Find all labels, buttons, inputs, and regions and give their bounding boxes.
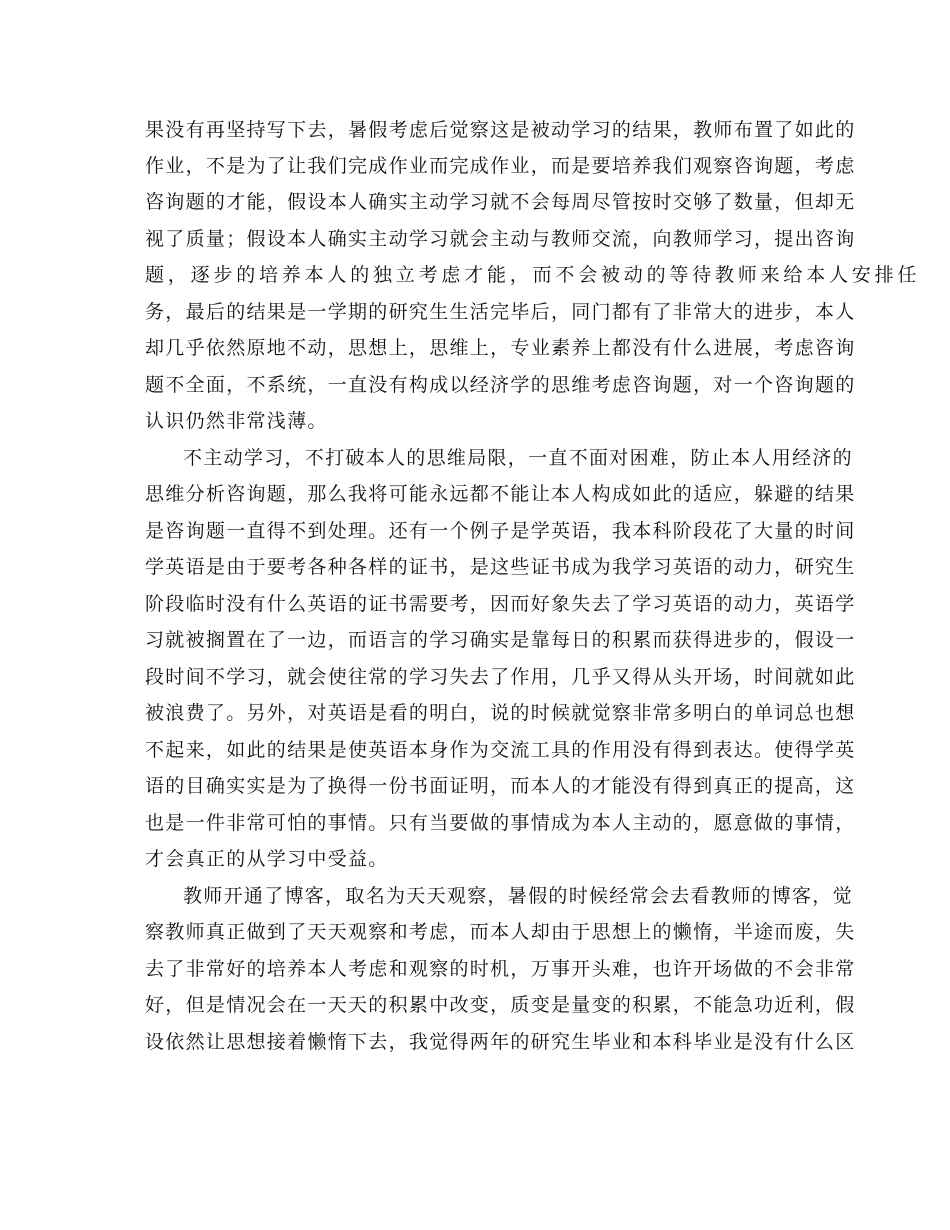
text-line-content: 好，但是情况会在一天天的积累中改变，质变是量变的积累，不能急功近利，假 <box>145 994 856 1016</box>
text-line-content: 察教师真正做到了天天观察和考虑，而本人却由于思想上的懒惰，半途而废，失 <box>145 921 856 943</box>
text-line <box>0 440 950 476</box>
text-line-content: 却几乎依然原地不动，思想上，思维上，专业素养上都没有什么进展，考虑咨询 <box>145 337 856 359</box>
text-line <box>0 914 950 950</box>
text-line-content: 被浪费了。另外，对英语是看的明白，说的时候就觉察非常多明白的单词总也想 <box>145 702 856 724</box>
text-line-content: 务，最后的结果是一学期的研究生生活完毕后，同门都有了非常大的进步，本人 <box>145 301 856 323</box>
text-line <box>0 184 950 220</box>
text-line-content: 是咨询题一直得不到处理。还有一个例子是学英语，我本科阶段花了大量的时间 <box>145 520 856 542</box>
text-line <box>0 257 950 293</box>
text-line <box>0 513 950 549</box>
text-line-content: 果没有再坚持写下去，暑假考虑后觉察这是被动学习的结果，教师布置了如此的 <box>145 119 856 141</box>
text-line-content: 咨询题的才能，假设本人确实主动学习就不会每周尽管按时交够了数量，但却无 <box>145 191 856 213</box>
text-line <box>0 1024 950 1060</box>
text-line-content: 不主动学习，不打破本人的思维局限，一直不面对困难，防止本人用经济的 <box>183 447 853 469</box>
text-line <box>0 367 950 403</box>
text-line <box>0 549 950 585</box>
text-line <box>0 622 950 658</box>
text-line-content: 设依然让思想接着懒惰下去，我觉得两年的研究生毕业和本科毕业是没有什么区 <box>145 1031 856 1053</box>
text-line-content: 作业，不是为了让我们完成作业而完成作业，而是要培养我们观察咨询题，考虑 <box>145 155 856 177</box>
text-line-content: 不起来，如此的结果是使英语本身作为交流工具的作用没有得到表达。使得学英 <box>145 739 856 761</box>
text-line-content: 学英语是由于要考各种各样的证书，是这些证书成为我学习英语的动力，研究生 <box>145 556 856 578</box>
text-line-content: 习就被搁置在了一边，而语言的学习确实是靠每日的积累而获得进步的，假设一 <box>145 629 856 651</box>
text-line <box>0 403 950 439</box>
text-line-content: 语的目确实实是为了换得一份书面证明，而本人的才能没有得到真正的提高，这 <box>145 775 856 797</box>
text-line <box>0 112 950 148</box>
text-line-content: 教师开通了博客，取名为天天观察，暑假的时候经常会去看教师的博客，觉 <box>183 885 853 907</box>
text-line-content: 阶段临时没有什么英语的证书需要考，因而好象失去了学习英语的动力，英语学 <box>145 593 856 615</box>
text-line-content: 才会真正的从学习中受益。 <box>145 848 389 870</box>
text-line <box>0 768 950 804</box>
text-line <box>0 148 950 184</box>
text-line <box>0 841 950 877</box>
text-line <box>0 732 950 768</box>
text-line <box>0 878 950 914</box>
text-line-content: 也是一件非常可怕的事情。只有当要做的事情成为本人主动的，愿意做的事情， <box>145 812 856 834</box>
text-line-content: 视了质量；假设本人确实主动学习就会主动与教师交流，向教师学习，提出咨询 <box>145 228 856 250</box>
text-line-content: 认识仍然非常浅薄。 <box>145 410 328 432</box>
text-line <box>0 221 950 257</box>
text-line <box>0 951 950 987</box>
text-line <box>0 476 950 512</box>
text-line <box>0 330 950 366</box>
text-line <box>0 805 950 841</box>
text-line <box>0 294 950 330</box>
text-line-content: 题不全面，不系统，一直没有构成以经济学的思维考虑咨询题，对一个咨询题的 <box>145 374 856 396</box>
text-line <box>0 659 950 695</box>
text-line-content: 段时间不学习，就会使往常的学习失去了作用，几乎又得从头开场，时间就如此 <box>145 666 856 688</box>
text-line <box>0 695 950 731</box>
text-line <box>0 586 950 622</box>
text-line-content: 去了非常好的培养本人考虑和观察的时机，万事开头难，也许开场做的不会非常 <box>145 958 856 980</box>
text-line <box>0 987 950 1023</box>
text-line-content: 思维分析咨询题，那么我将可能永远都不能让本人构成如此的适应，躲避的结果 <box>145 483 856 505</box>
text-line-content: 题，逐步的培养本人的独立考虑才能，而不会被动的等待教师来给本人安排任 <box>145 264 921 286</box>
